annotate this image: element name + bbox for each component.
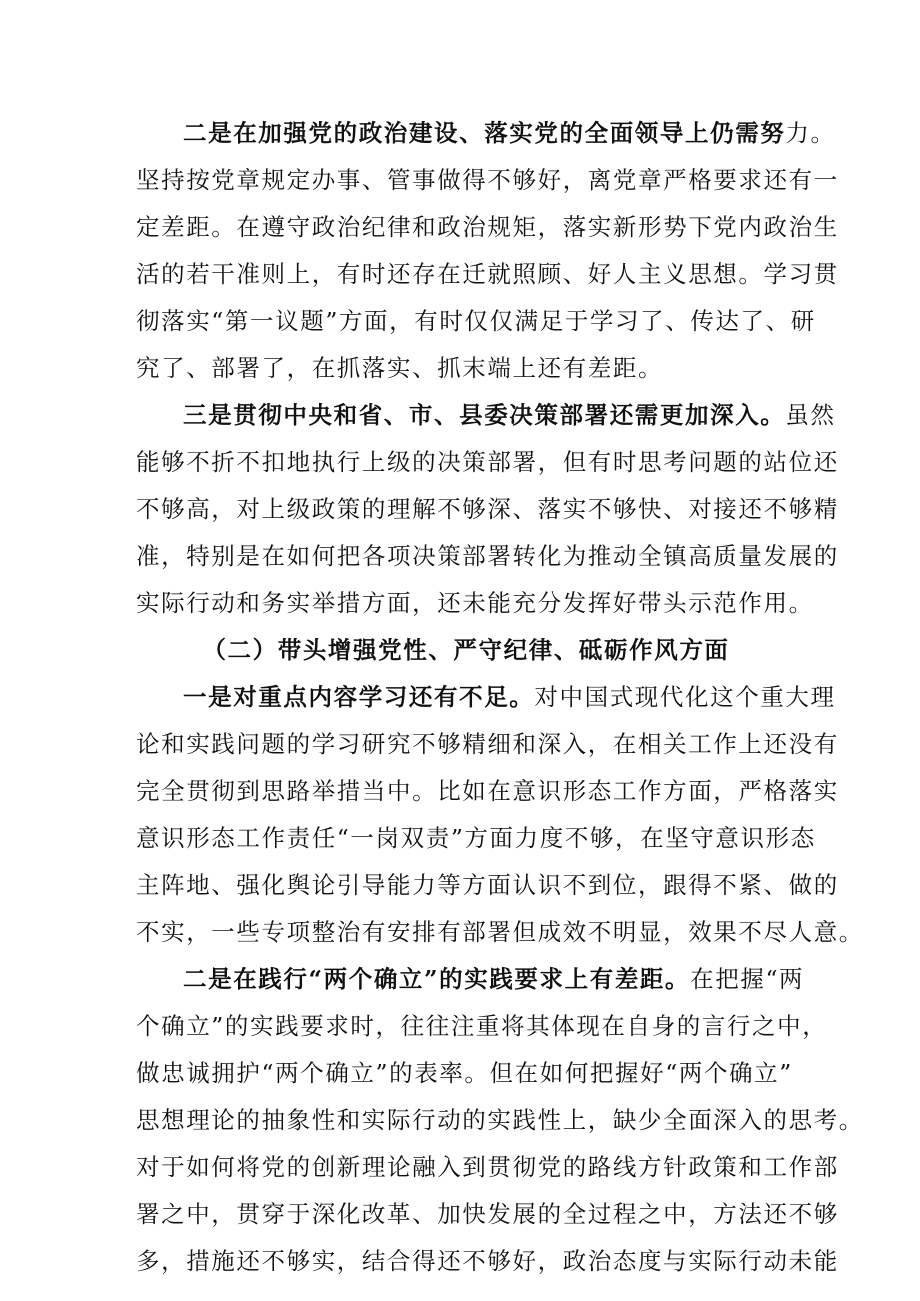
text-run: 意识形态工作责任“一岗双责”方面力度不够，在坚守意识形态 xyxy=(136,824,816,852)
text-line xyxy=(136,1097,864,1144)
section-heading xyxy=(136,627,796,674)
text-run: 虽然 xyxy=(785,401,836,429)
text-run: 多，措施还不够实，结合得还不够好，政治态度与实际行动未能 xyxy=(136,1247,839,1275)
text-run: 究了、部署了，在抓落实、抓末端上还有差距。 xyxy=(136,354,664,382)
text-line xyxy=(136,580,814,627)
text-line xyxy=(136,110,836,157)
document-body xyxy=(136,110,864,1285)
text-line xyxy=(136,1003,828,1050)
text-line xyxy=(136,862,839,909)
text-line xyxy=(136,768,839,815)
bold-text-run: 一是对重点内容学习还有不足。 xyxy=(183,683,535,711)
bold-text-run: （二）带头增强党性、严守纪律、砥砺作风方面 xyxy=(202,636,730,664)
text-line xyxy=(136,956,805,1003)
text-run: 对于如何将党的创新理论融入到贯彻党的路线方针政策和工作部 xyxy=(136,1153,839,1181)
text-run: 论和实践问题的学习研究不够精细和深入，在相关工作上还没有 xyxy=(136,730,839,758)
text-line xyxy=(136,251,839,298)
text-run: 不实，一些专项整治有安排有部署但成效不明显，效果不尽人意。 xyxy=(136,918,864,946)
text-run: 主阵地、强化舆论引导能力等方面认识不到位，跟得不紧、做的 xyxy=(136,871,839,899)
text-run: 坚持按党章规定办事、管事做得不够好，离党章严格要求还有一 xyxy=(136,166,839,194)
text-line xyxy=(136,1050,796,1097)
text-run: 完全贯彻到思路举措当中。比如在意识形态工作方面，严格落实 xyxy=(136,777,839,805)
text-run: 个确立”的实践要求时，往往注重将其体现在自身的言行之中， xyxy=(136,1012,828,1040)
text-run: 署之中，贯穿于深化改革、加快发展的全过程之中，方法还不够 xyxy=(136,1200,839,1228)
text-line xyxy=(136,627,796,674)
text-line xyxy=(136,909,864,956)
text-line xyxy=(136,1144,839,1191)
text-run: 准，特别是在如何把各项决策部署转化为推动全镇高质量发展的 xyxy=(136,542,839,570)
text-run: 做忠诚拥护“两个确立”的表率。但在如何把握好“两个确立” xyxy=(136,1059,793,1087)
text-line xyxy=(136,533,839,580)
bold-text-run: 二是在践行“两个确立”的实践要求上有差距。 xyxy=(183,965,691,993)
text-line xyxy=(136,204,839,251)
text-line xyxy=(136,674,836,721)
text-run: 能够不折不扣地执行上级的决策部署，但有时思考问题的站位还 xyxy=(136,448,839,476)
paragraph xyxy=(136,956,864,1285)
text-line xyxy=(136,815,816,862)
text-line xyxy=(136,1191,839,1238)
bold-text-run: 三是贯彻中央和省、市、县委决策部署还需更加深入。 xyxy=(183,401,786,429)
text-run: 思想理论的抽象性和实际行动的实践性上，缺少全面深入的思考。 xyxy=(136,1106,864,1134)
text-line xyxy=(136,392,836,439)
text-run: 活的若干准则上，有时还存在迁就照顾、好人主义思想。学习贯 xyxy=(136,260,839,288)
text-run: 在把握“两 xyxy=(690,965,805,993)
text-run: 力。 xyxy=(785,119,836,147)
bold-text-run: 二是在加强党的政治建设、落实党的全面领导上仍需努 xyxy=(183,119,786,147)
text-run: 实际行动和务实举措方面，还未能充分发挥好带头示范作用。 xyxy=(136,589,814,617)
text-line xyxy=(136,439,839,486)
text-line xyxy=(136,486,839,533)
text-line xyxy=(136,157,839,204)
text-line xyxy=(136,1238,839,1285)
paragraph xyxy=(136,392,839,627)
text-run: 彻落实“第一议题”方面，有时仅仅满足于学习了、传达了、研 xyxy=(136,307,816,335)
text-line xyxy=(136,298,816,345)
text-run: 对中国式现代化这个重大理 xyxy=(534,683,836,711)
text-line xyxy=(136,721,839,768)
text-run: 不够高，对上级政策的理解不够深、落实不够快、对接还不够精 xyxy=(136,495,839,523)
text-run: 定差距。在遵守政治纪律和政治规矩，落实新形势下党内政治生 xyxy=(136,213,839,241)
paragraph xyxy=(136,674,864,956)
text-line xyxy=(136,345,796,392)
paragraph xyxy=(136,110,839,392)
